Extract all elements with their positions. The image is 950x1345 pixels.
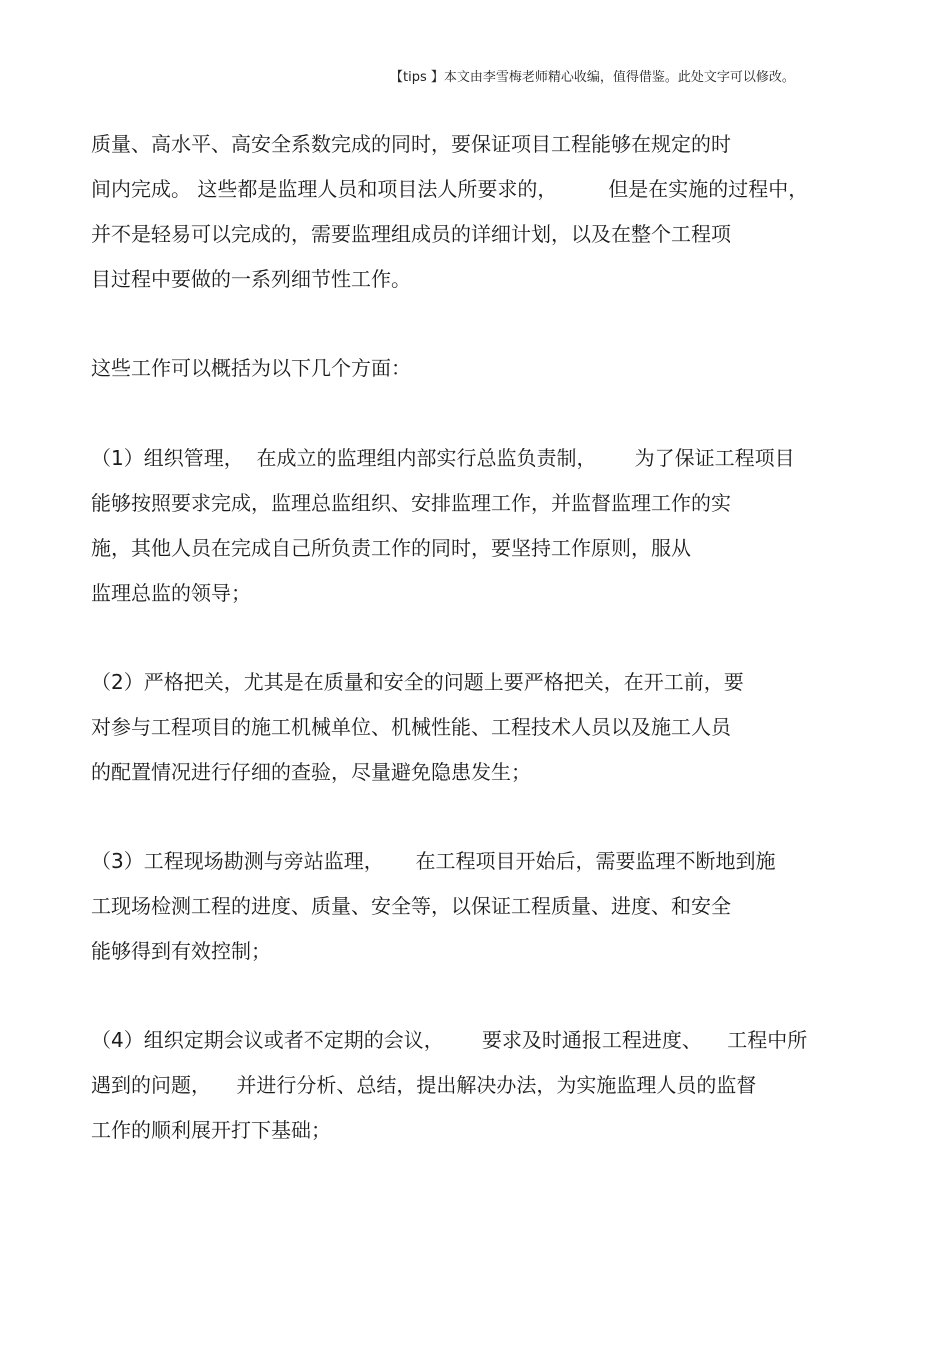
item4-line: （4）组织定期会议或者不定期的会议， 要求及时通报工程进度、 工程中所 — [91, 1028, 808, 1052]
tips-note: 【tips 】本文由李雪梅老师精心收编，值得借鉴。此处文字可以修改。 — [390, 70, 795, 85]
item1-line: 施，其他人员在完成自己所负责工作的同时，要坚持工作原则，服从 — [91, 536, 691, 560]
item1-line: 监理总监的领导； — [91, 581, 251, 605]
item4-line: 工作的顺利展开打下基础； — [91, 1118, 331, 1142]
item4-line: 遇到的问题， 并进行分析、总结，提出解决办法，为实施监理人员的监督 — [91, 1073, 757, 1097]
item2-line: 的配置情况进行仔细的查验，尽量避免隐患发生； — [91, 760, 531, 784]
item3-line: 工现场检测工程的进度、质量、安全等，以保证工程质量、进度、和安全 — [91, 894, 731, 918]
summary-line: 这些工作可以概括为以下几个方面： — [91, 356, 411, 380]
item1-line: 能够按照要求完成，监理总监组织、安排监理工作，并监督监理工作的实 — [91, 491, 731, 515]
intro-line: 间内完成。 这些都是监理人员和项目法人所要求的， 但是在实施的过程中， — [91, 177, 809, 201]
item3-line: （3）工程现场勘测与旁站监理， 在工程项目开始后，需要监理不断地到施 — [91, 849, 776, 873]
item2-line: （2）严格把关，尤其是在质量和安全的问题上要严格把关，在开工前，要 — [91, 670, 744, 694]
intro-line: 质量、高水平、高安全系数完成的同时，要保证项目工程能够在规定的时 — [91, 132, 731, 156]
intro-line: 目过程中要做的一系列细节性工作。 — [91, 267, 411, 291]
item2-line: 对参与工程项目的施工机械单位、机械性能、工程技术人员以及施工人员 — [91, 715, 731, 739]
item1-line: （1）组织管理， 在成立的监理组内部实行总监负责制， 为了保证工程项目 — [91, 446, 795, 470]
intro-line: 并不是轻易可以完成的，需要监理组成员的详细计划，以及在整个工程项 — [91, 222, 731, 246]
item3-line: 能够得到有效控制； — [91, 939, 271, 963]
